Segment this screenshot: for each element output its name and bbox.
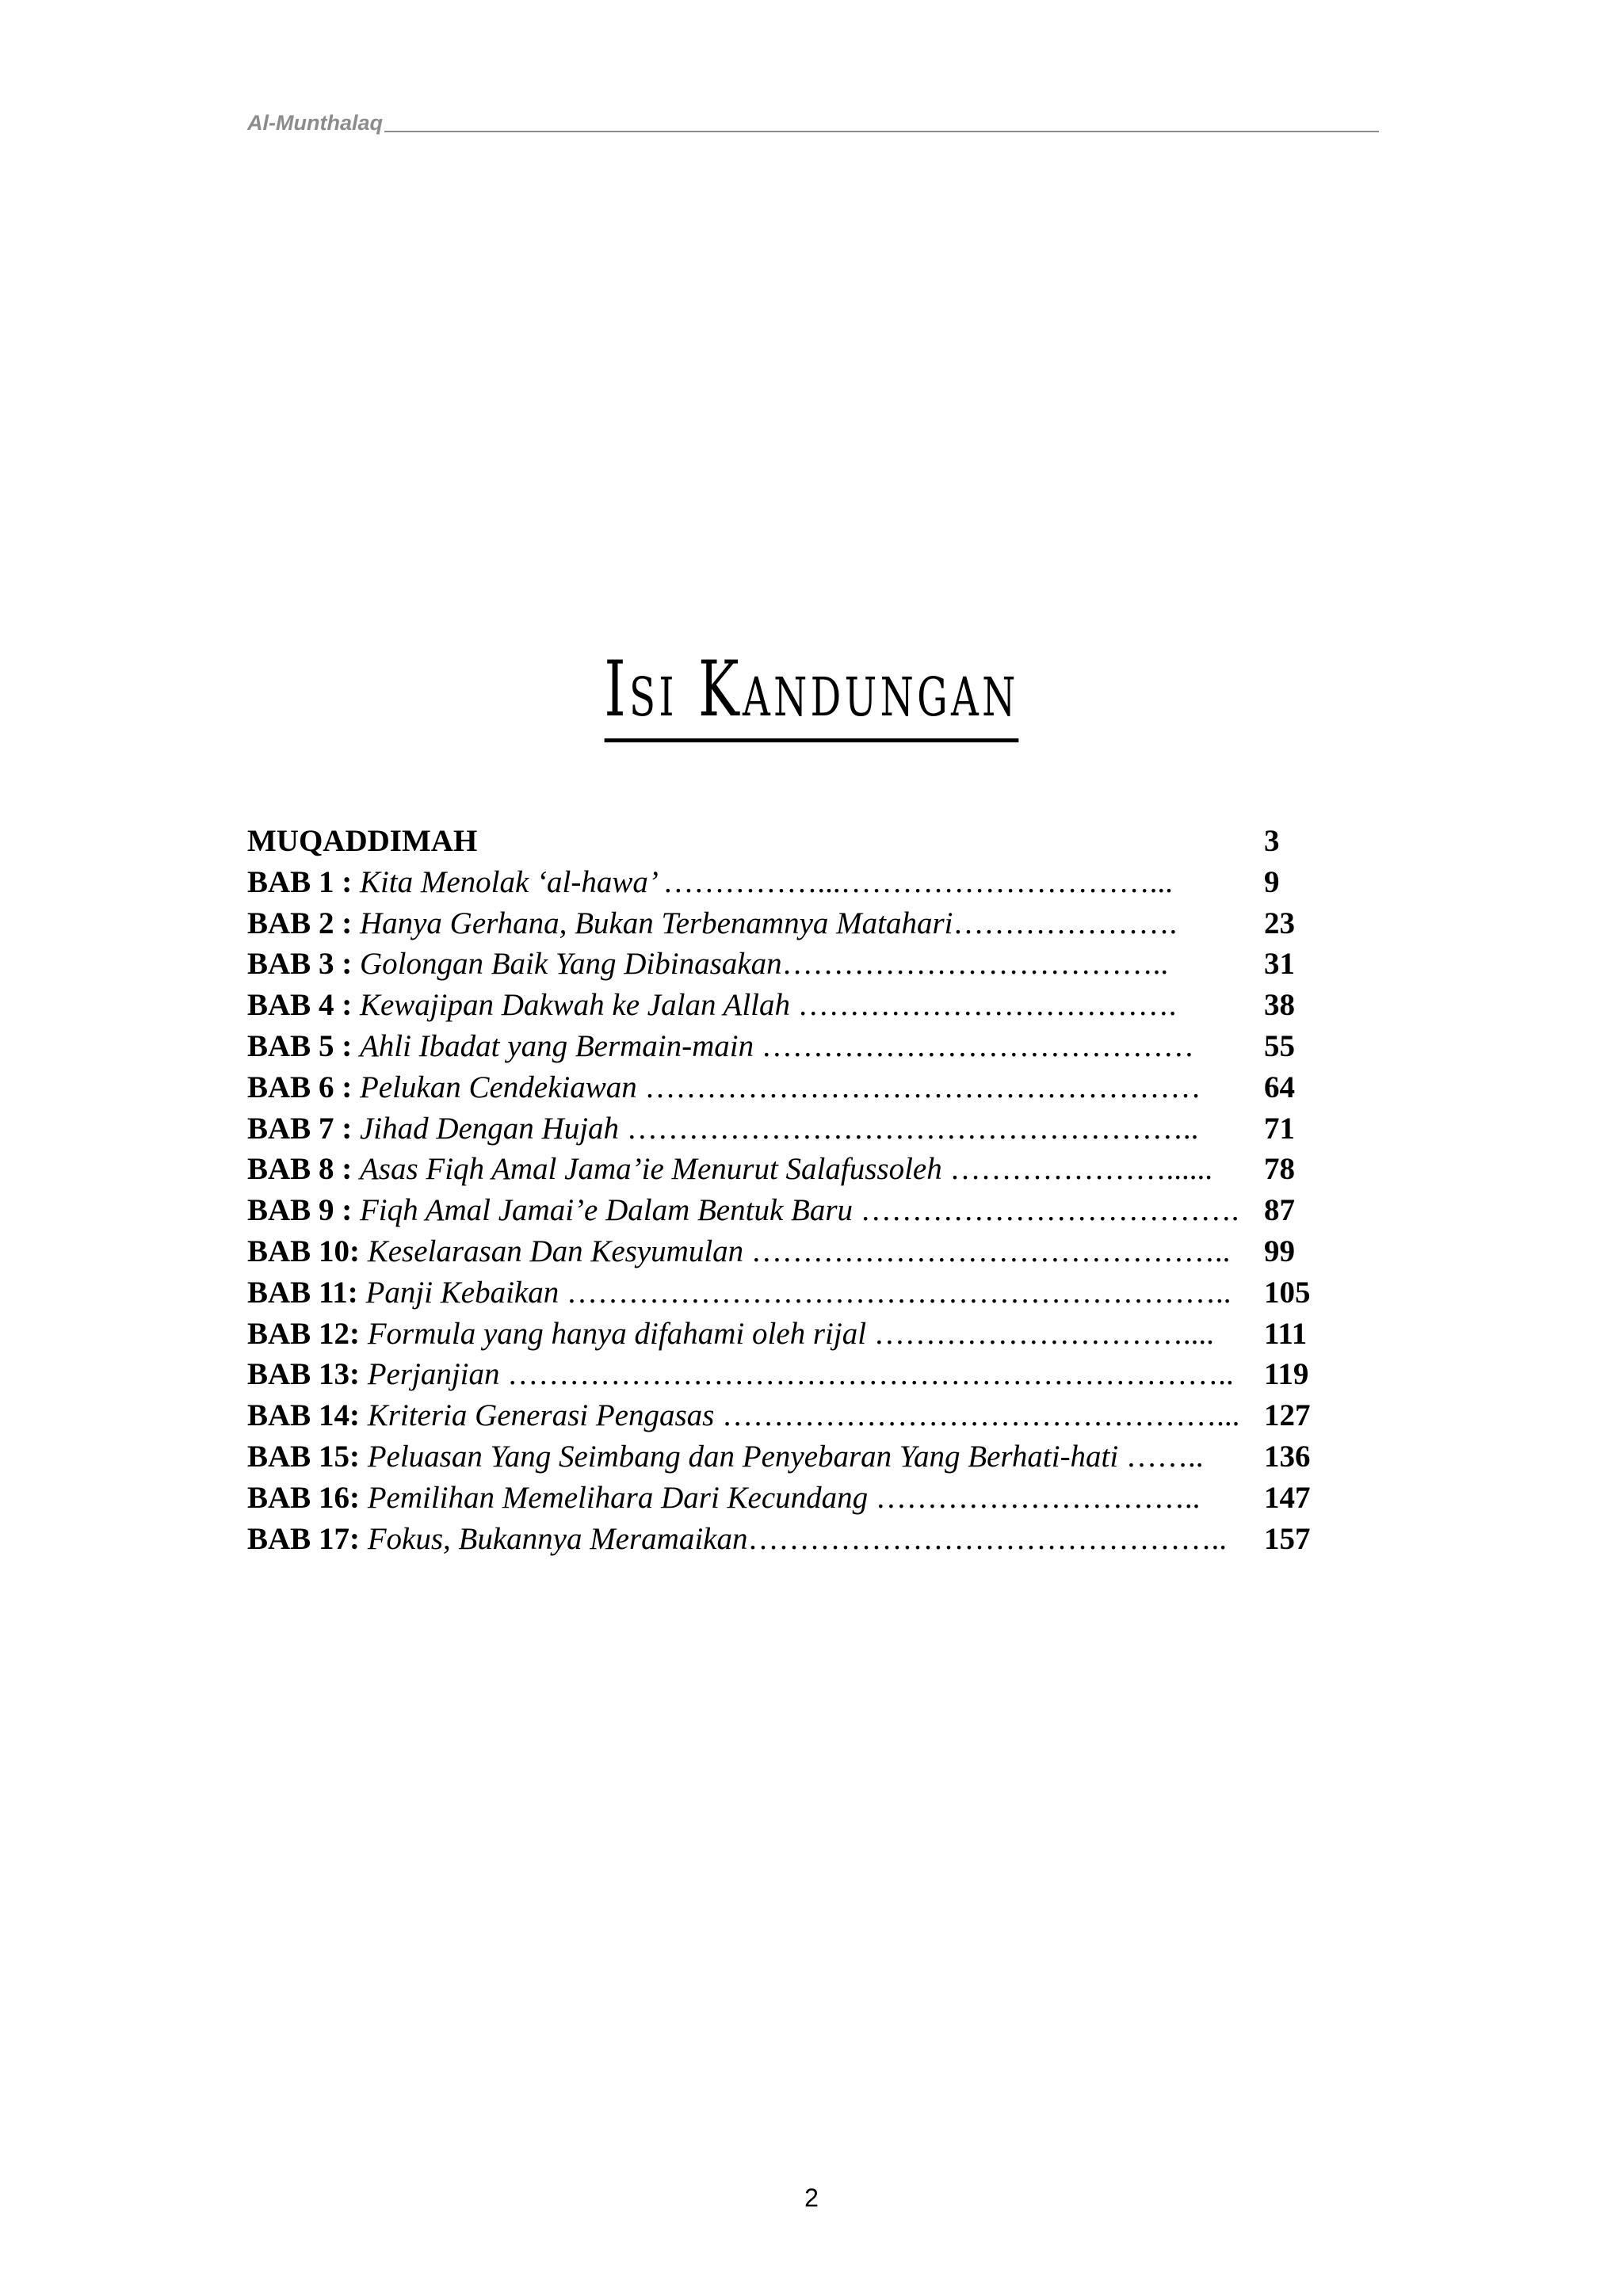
toc-row bbox=[247, 1395, 1330, 1436]
toc-page-number: 136 bbox=[1264, 1439, 1311, 1474]
toc-chapter-label: BAB 7 : bbox=[247, 1111, 360, 1146]
toc-row bbox=[247, 862, 1330, 903]
toc-chapter-title: Fiqh Amal Jamai’e Dalam Bentuk Baru bbox=[359, 1193, 861, 1228]
toc-entry bbox=[247, 1478, 1264, 1519]
toc-dot-leader: ………………………….. bbox=[875, 1480, 1201, 1515]
toc-page-number: 31 bbox=[1264, 947, 1295, 982]
toc-row bbox=[247, 944, 1330, 985]
toc-page-number: 105 bbox=[1264, 1275, 1311, 1310]
page-number: 2 bbox=[804, 2183, 819, 2212]
toc-chapter-title: Kriteria Generasi Pengasas bbox=[367, 1398, 723, 1433]
toc-chapter-title: Pelukan Cendekiawan bbox=[359, 1070, 645, 1104]
toc-chapter-label: BAB 12: bbox=[247, 1316, 368, 1351]
toc-chapter-title: Perjanjian bbox=[367, 1357, 508, 1392]
toc-entry bbox=[247, 1519, 1264, 1560]
toc-entry bbox=[247, 821, 1264, 862]
toc-chapter-title: Golongan Baik Yang Dibinasakan bbox=[359, 947, 782, 982]
toc-page-number: 3 bbox=[1264, 824, 1280, 858]
running-header-rule bbox=[384, 131, 1379, 132]
toc-chapter-title: Kewajipan Dakwah ke Jalan Allah bbox=[359, 988, 798, 1023]
toc-entry bbox=[247, 1395, 1264, 1436]
toc-chapter-title: Kita Menolak ‘al-hawa’ bbox=[359, 864, 663, 899]
toc-page-number: 71 bbox=[1264, 1111, 1295, 1146]
toc-entry bbox=[247, 1190, 1264, 1231]
toc-row bbox=[247, 1519, 1330, 1560]
toc-dot-leader: ……………………………………….. bbox=[750, 1234, 1231, 1268]
toc-page-number: 99 bbox=[1264, 1234, 1295, 1268]
toc-chapter-title: Fokus, Bukannya Meramaikan bbox=[367, 1521, 748, 1556]
toc-dot-leader: …………………………………………... bbox=[722, 1398, 1240, 1433]
toc-page-number: 55 bbox=[1264, 1028, 1295, 1063]
toc-row bbox=[247, 1190, 1330, 1231]
toc-page-number: 9 bbox=[1264, 864, 1280, 899]
toc-chapter-title: Peluasan Yang Seimbang dan Penyebaran Yang Berhati-hati bbox=[367, 1439, 1126, 1474]
toc-row bbox=[247, 1314, 1330, 1355]
toc-dot-leader: ………………………………. bbox=[860, 1193, 1239, 1228]
toc-chapter-label: MUQADDIMAH bbox=[247, 824, 478, 858]
toc-chapter-label: BAB 17: bbox=[247, 1521, 368, 1556]
toc-row bbox=[247, 985, 1330, 1026]
toc-dot-leader: ………………………….... bbox=[873, 1316, 1214, 1351]
toc-row bbox=[247, 1272, 1330, 1314]
toc-page-number: 87 bbox=[1264, 1193, 1295, 1228]
toc-row bbox=[247, 1067, 1330, 1108]
toc-entry bbox=[247, 1272, 1264, 1314]
toc-row bbox=[247, 1354, 1330, 1395]
toc-entry bbox=[247, 1149, 1264, 1190]
toc-chapter-label: BAB 14: bbox=[247, 1398, 368, 1433]
toc-entry bbox=[247, 1436, 1264, 1478]
toc-chapter-label: BAB 11: bbox=[247, 1275, 366, 1310]
toc-chapter-label: BAB 13: bbox=[247, 1357, 368, 1392]
toc-row bbox=[247, 1231, 1330, 1272]
toc-entry bbox=[247, 1026, 1264, 1067]
toc-chapter-label: BAB 9 : bbox=[247, 1193, 360, 1228]
toc-row bbox=[247, 1478, 1330, 1519]
toc-dot-leader: ……………………………………………… bbox=[644, 1070, 1201, 1104]
toc-chapter-title: Pemilihan Memelihara Dari Kecundang bbox=[367, 1480, 876, 1515]
toc-page-number: 78 bbox=[1264, 1152, 1295, 1187]
toc-entry bbox=[247, 903, 1264, 944]
toc-chapter-label: BAB 16: bbox=[247, 1480, 368, 1515]
toc-dot-leader: ……………...…………………………... bbox=[663, 864, 1173, 899]
toc-dot-leader: …………………………………………………………….. bbox=[507, 1357, 1234, 1392]
toc-chapter-title: Hanya Gerhana, Bukan Terbenamnya Matahari bbox=[359, 906, 953, 940]
toc-page-number: 127 bbox=[1264, 1398, 1311, 1433]
toc-chapter-label: BAB 2 : bbox=[247, 906, 360, 940]
toc-page-number: 157 bbox=[1264, 1521, 1311, 1556]
toc-row bbox=[247, 1026, 1330, 1067]
toc-entry bbox=[247, 1314, 1264, 1355]
toc-row bbox=[247, 1149, 1330, 1190]
toc-page-number: 111 bbox=[1264, 1316, 1308, 1351]
toc-dot-leader: ………………………………. bbox=[797, 988, 1177, 1023]
toc-chapter-label: BAB 3 : bbox=[247, 947, 360, 982]
page-title bbox=[227, 645, 1396, 734]
toc-chapter-label: BAB 15: bbox=[247, 1439, 368, 1474]
toc-dot-leader: ……………………………………….. bbox=[747, 1521, 1227, 1556]
toc-dot-leader: …………………...... bbox=[949, 1152, 1212, 1187]
toc-entry bbox=[247, 985, 1264, 1026]
toc-chapter-label: BAB 1 : bbox=[247, 864, 360, 899]
toc-entry bbox=[247, 862, 1264, 903]
toc-page-number: 38 bbox=[1264, 988, 1295, 1023]
toc-page-number: 23 bbox=[1264, 906, 1295, 940]
toc-entry bbox=[247, 1108, 1264, 1150]
toc-page-number: 119 bbox=[1264, 1357, 1309, 1392]
running-header bbox=[247, 113, 1379, 134]
toc-chapter-title: Panji Kebaikan bbox=[365, 1275, 567, 1310]
toc-chapter-title: Asas Fiqh Amal Jama’ie Menurut Salafussoleh bbox=[359, 1152, 950, 1187]
page-title-text: Isi Kandungan bbox=[604, 645, 1018, 742]
table-of-contents bbox=[247, 821, 1330, 1559]
toc-dot-leader: …………………………………… bbox=[761, 1028, 1194, 1063]
toc-chapter-title: Ahli Ibadat yang Bermain-main bbox=[359, 1028, 762, 1063]
toc-row bbox=[247, 903, 1330, 944]
toc-chapter-label: BAB 5 : bbox=[247, 1028, 360, 1063]
toc-chapter-title: Keselarasan Dan Kesyumulan bbox=[367, 1234, 751, 1268]
toc-chapter-label: BAB 6 : bbox=[247, 1070, 360, 1104]
toc-dot-leader: ……………………………………………………….. bbox=[567, 1275, 1232, 1310]
toc-dot-leader: ……………………………………………….. bbox=[626, 1111, 1199, 1146]
toc-entry bbox=[247, 1231, 1264, 1272]
toc-dot-leader: …….. bbox=[1125, 1439, 1204, 1474]
toc-page-number: 147 bbox=[1264, 1480, 1311, 1515]
running-header-title: Al-Munthalaq bbox=[247, 111, 383, 135]
toc-chapter-label: BAB 4 : bbox=[247, 988, 360, 1023]
toc-page-number: 64 bbox=[1264, 1070, 1295, 1104]
toc-dot-leader: ……………………………….. bbox=[781, 947, 1169, 982]
toc-chapter-title: Jihad Dengan Hujah bbox=[359, 1111, 627, 1146]
toc-row bbox=[247, 1436, 1330, 1478]
toc-entry bbox=[247, 944, 1264, 985]
toc-entry bbox=[247, 1354, 1264, 1395]
toc-row bbox=[247, 821, 1330, 862]
toc-entry bbox=[247, 1067, 1264, 1108]
toc-row bbox=[247, 1108, 1330, 1150]
toc-chapter-label: BAB 8 : bbox=[247, 1152, 360, 1187]
toc-dot-leader: …………………. bbox=[953, 906, 1178, 940]
toc-chapter-title: Formula yang hanya difahami oleh rijal bbox=[367, 1316, 874, 1351]
toc-chapter-label: BAB 10: bbox=[247, 1234, 368, 1268]
